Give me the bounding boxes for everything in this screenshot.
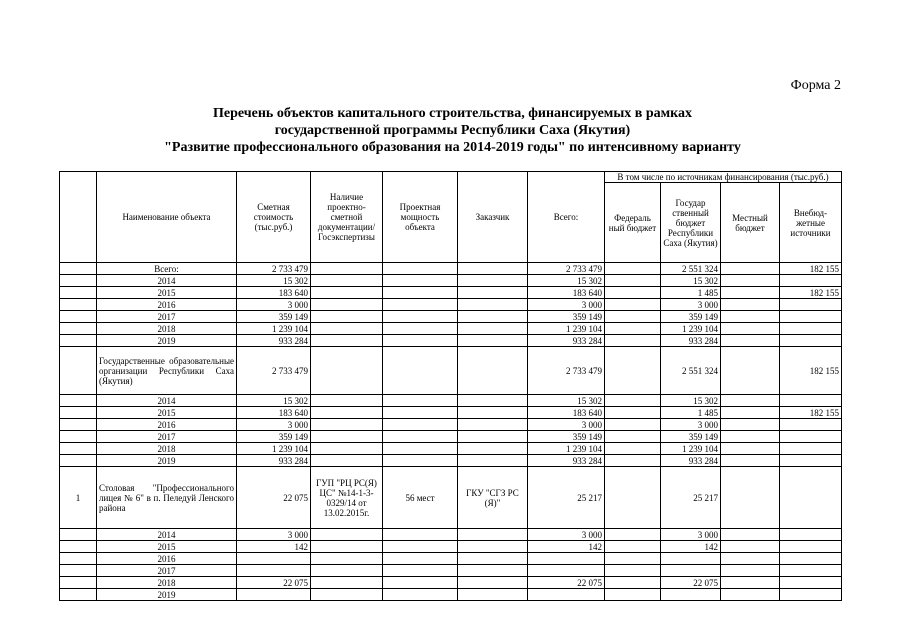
header-customer: Заказчик xyxy=(458,172,528,263)
section-object-1 xyxy=(60,467,842,601)
cell-cost: 1 239 104 xyxy=(237,323,311,335)
cell-republic: 933 284 xyxy=(661,335,721,347)
cell-total: 1 239 104 xyxy=(528,443,605,455)
cell-total: 3 000 xyxy=(528,299,605,311)
row-year: 2019 xyxy=(97,589,237,601)
row-year: 2014 xyxy=(97,275,237,287)
row-year: 2018 xyxy=(97,577,237,589)
table-row xyxy=(60,431,842,443)
cell-cost xyxy=(237,565,311,577)
cell-total: 183 640 xyxy=(528,407,605,419)
header-funding-group: В том числе по источникам финансирования (тыс.руб.) xyxy=(605,172,842,183)
row-number: 1 xyxy=(60,467,97,529)
table-row xyxy=(60,553,842,565)
section-organizations xyxy=(60,347,842,467)
object-customer: ГКУ "СГЗ РС (Я)" xyxy=(458,467,528,529)
cell-cost: 15 302 xyxy=(237,275,311,287)
cell-republic: 15 302 xyxy=(661,275,721,287)
cell-republic: 3 000 xyxy=(661,529,721,541)
cell-republic: 25 217 xyxy=(661,467,721,529)
row-year: 2015 xyxy=(97,407,237,419)
table-header xyxy=(60,172,842,263)
cell-cost: 22 075 xyxy=(237,577,311,589)
title-line-3: "Развитие профессионального образования на 2014-2019 годы" по интенсивному варианту xyxy=(164,140,741,155)
header-extra: Внебюд-жетные источники xyxy=(780,183,842,263)
form-label: Форма 2 xyxy=(790,78,841,93)
table-row xyxy=(60,443,842,455)
header-docs: Наличие проектно-сметной документации/ Госэкспертизы xyxy=(311,172,383,263)
row-year: 2015 xyxy=(97,541,237,553)
row-year: 2017 xyxy=(97,311,237,323)
cell-cost: 3 000 xyxy=(237,299,311,311)
cell-cost xyxy=(237,589,311,601)
cell-extra xyxy=(780,455,842,467)
cell-republic: 142 xyxy=(661,541,721,553)
header-capacity: Проектная мощность объекта xyxy=(383,172,458,263)
cell-cost xyxy=(237,553,311,565)
table-row xyxy=(60,275,842,287)
cell-republic: 2 551 324 xyxy=(661,347,721,395)
title-line-2: государственной программы Республики Саха (Якутия) xyxy=(274,123,631,138)
cell-total: 2 733 479 xyxy=(528,347,605,395)
table-row xyxy=(60,395,842,407)
table-row xyxy=(60,323,842,335)
section-total xyxy=(60,263,842,347)
object-name: Столовая "Профессионального лицея № 6" в п. Пеледуй Ленского района xyxy=(97,467,237,529)
row-label: Государственные образовательные организации Республики Саха (Якутия) xyxy=(97,347,237,395)
cell-cost: 2 733 479 xyxy=(237,347,311,395)
cell-cost: 933 284 xyxy=(237,335,311,347)
object-capacity: 56 мест xyxy=(383,467,458,529)
table-row xyxy=(60,467,842,529)
header-name: Наименование объекта xyxy=(97,172,237,263)
cell-cost: 2 733 479 xyxy=(237,263,311,275)
object-docs: ГУП "РЦ РС(Я) ЦС" №14-1-3-0329/14 от 13.02.2015г. xyxy=(311,467,383,529)
cell-extra xyxy=(780,299,842,311)
cell-extra: 182 155 xyxy=(780,263,842,275)
cell-cost: 142 xyxy=(237,541,311,553)
cell-cost: 359 149 xyxy=(237,431,311,443)
cell-cost: 22 075 xyxy=(237,467,311,529)
cell-extra: 182 155 xyxy=(780,287,842,299)
cell-cost: 15 302 xyxy=(237,395,311,407)
cell-republic: 2 551 324 xyxy=(661,263,721,275)
cell-total xyxy=(528,565,605,577)
cell-republic: 933 284 xyxy=(661,455,721,467)
cell-extra xyxy=(780,431,842,443)
cell-total: 25 217 xyxy=(528,467,605,529)
cell-republic: 22 075 xyxy=(661,577,721,589)
cell-republic xyxy=(661,553,721,565)
header-total: Всего: xyxy=(528,172,605,263)
row-year: 2017 xyxy=(97,431,237,443)
row-year: 2019 xyxy=(97,455,237,467)
table-row xyxy=(60,287,842,299)
cell-total: 3 000 xyxy=(528,419,605,431)
title-line-1: Перечень объектов капитального строительства, финансируемых в рамках xyxy=(212,106,692,121)
header-num xyxy=(60,172,97,263)
cell-total xyxy=(528,589,605,601)
cell-cost: 933 284 xyxy=(237,455,311,467)
cell-total: 15 302 xyxy=(528,395,605,407)
cell-total: 142 xyxy=(528,541,605,553)
table-row xyxy=(60,541,842,553)
table-row xyxy=(60,311,842,323)
cell-republic: 1 485 xyxy=(661,287,721,299)
cell-republic xyxy=(661,589,721,601)
cell-total xyxy=(528,553,605,565)
cell-republic: 359 149 xyxy=(661,311,721,323)
row-year: 2016 xyxy=(97,553,237,565)
row-year: 2017 xyxy=(97,565,237,577)
cell-extra xyxy=(780,443,842,455)
cell-total: 1 239 104 xyxy=(528,323,605,335)
cell-total: 183 640 xyxy=(528,287,605,299)
cell-total: 933 284 xyxy=(528,335,605,347)
cell-cost: 359 149 xyxy=(237,311,311,323)
document-title xyxy=(0,105,905,156)
cell-republic: 1 239 104 xyxy=(661,323,721,335)
cell-total: 359 149 xyxy=(528,311,605,323)
cell-republic: 15 302 xyxy=(661,395,721,407)
row-year: 2014 xyxy=(97,395,237,407)
header-federal: Федераль ный бюджет xyxy=(605,183,661,263)
cell-republic: 1 239 104 xyxy=(661,443,721,455)
row-year: 2019 xyxy=(97,335,237,347)
cell-republic: 3 000 xyxy=(661,419,721,431)
row-year: 2018 xyxy=(97,323,237,335)
cell-cost: 3 000 xyxy=(237,419,311,431)
cell-republic: 1 485 xyxy=(661,407,721,419)
row-year: 2016 xyxy=(97,299,237,311)
cell-total: 3 000 xyxy=(528,529,605,541)
table-row xyxy=(60,455,842,467)
cell-extra xyxy=(780,311,842,323)
table-row xyxy=(60,577,842,589)
table-row xyxy=(60,407,842,419)
cell-extra xyxy=(780,335,842,347)
row-year: 2014 xyxy=(97,529,237,541)
cell-total: 15 302 xyxy=(528,275,605,287)
header-republic: Государ ственный бюджет Республики Саха (Якутия) xyxy=(661,183,721,263)
cell-cost: 183 640 xyxy=(237,407,311,419)
cell-cost: 1 239 104 xyxy=(237,443,311,455)
cell-extra xyxy=(780,395,842,407)
cell-republic: 359 149 xyxy=(661,431,721,443)
table-row xyxy=(60,529,842,541)
row-year: 2016 xyxy=(97,419,237,431)
table-row xyxy=(60,299,842,311)
cell-republic: 3 000 xyxy=(661,299,721,311)
cell-extra: 182 155 xyxy=(780,347,842,395)
cell-total: 2 733 479 xyxy=(528,263,605,275)
row-label: Всего: xyxy=(97,263,237,275)
cell-total: 933 284 xyxy=(528,455,605,467)
row-year: 2015 xyxy=(97,287,237,299)
cell-total: 22 075 xyxy=(528,577,605,589)
cell-cost: 183 640 xyxy=(237,287,311,299)
objects-table xyxy=(59,171,842,601)
cell-republic xyxy=(661,565,721,577)
header-local: Местный бюджет xyxy=(721,183,780,263)
table-row xyxy=(60,347,842,395)
cell-total: 359 149 xyxy=(528,431,605,443)
cell-extra xyxy=(780,323,842,335)
cell-extra xyxy=(780,275,842,287)
cell-cost: 3 000 xyxy=(237,529,311,541)
cell-extra xyxy=(780,419,842,431)
table-row xyxy=(60,263,842,275)
table-row xyxy=(60,419,842,431)
header-cost: Сметная стоимость (тыс.руб.) xyxy=(237,172,311,263)
table-row xyxy=(60,335,842,347)
row-year: 2018 xyxy=(97,443,237,455)
table-row xyxy=(60,589,842,601)
cell-extra: 182 155 xyxy=(780,407,842,419)
table-row xyxy=(60,565,842,577)
